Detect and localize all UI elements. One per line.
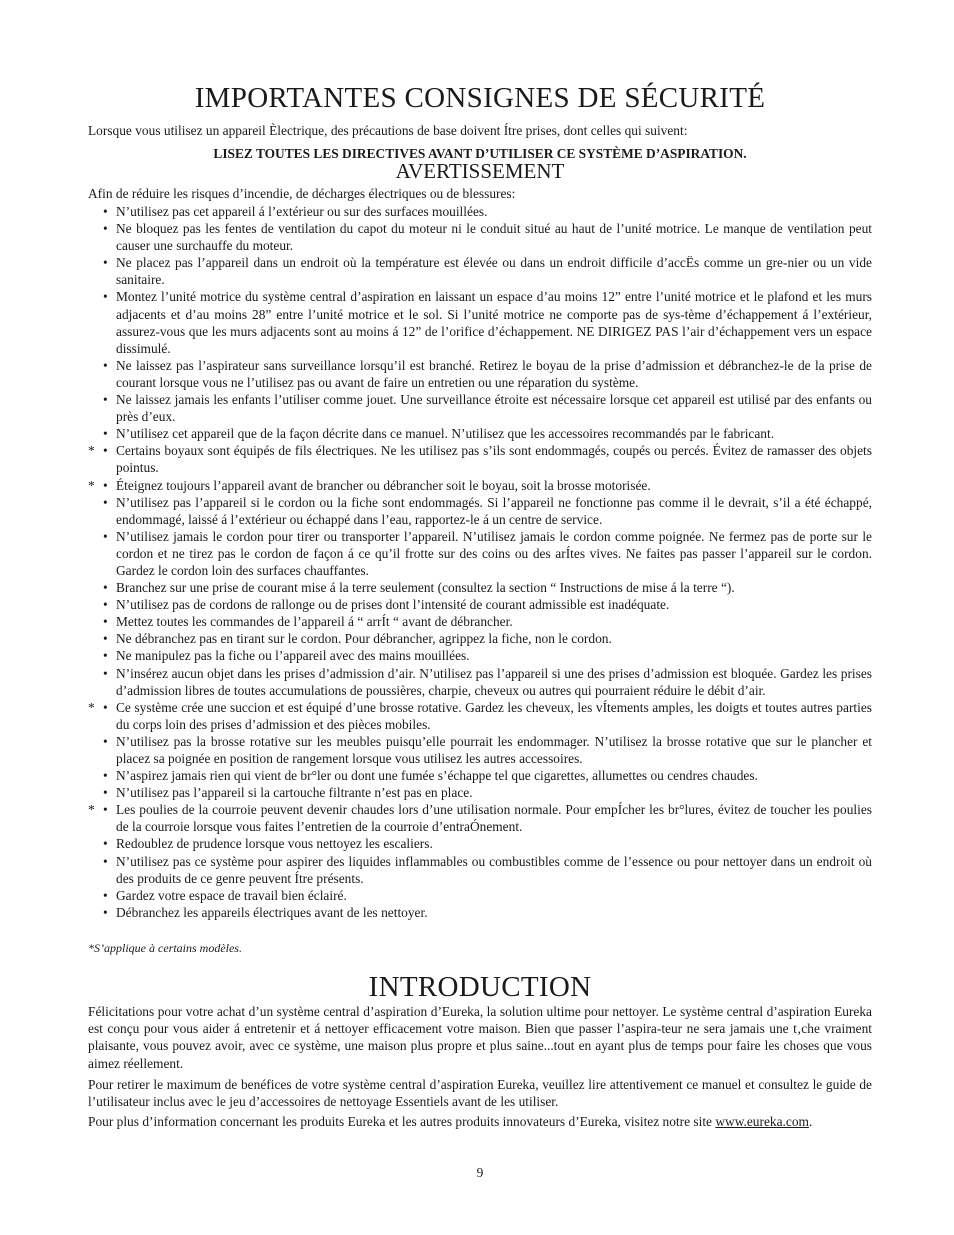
warning-item-text: Les poulies de la courroie peuvent devenir chaudes lors d’une utilisation normale. Pour empÍcher les br°lures, évitez de toucher les poulies de la courroie lorsque vous faites l’entretien de la courroie d’entraÓnement.: [116, 802, 872, 835]
bullet-marker: •: [103, 768, 108, 784]
intro-paragraph-3-text: Pour plus d’information concernant les produits Eureka et les autres produits innovateurs d’Eureka, visitez notre site: [88, 1114, 712, 1129]
bullet-marker: •: [103, 494, 108, 510]
warning-item: [88, 528, 872, 579]
bullet-marker: •: [103, 802, 108, 818]
intro-paragraph-3: [88, 1113, 872, 1130]
bullet-marker: •: [103, 853, 108, 869]
bullet-marker: •: [103, 887, 108, 903]
bullet-marker: •: [103, 631, 108, 647]
warning-item: [88, 733, 872, 767]
bullet-marker: •: [103, 426, 108, 442]
eureka-website-link[interactable]: www.eureka.com: [715, 1114, 809, 1129]
warning-item: [88, 665, 872, 699]
warning-item-text: Certains boyaux sont équipés de fils électriques. Ne les utilisez pas s’ils sont endommagés, coupés ou percés. Évitez de ramasser des objets pointus.: [116, 443, 872, 476]
warning-item: [88, 596, 872, 613]
warning-item-text: Éteignez toujours l’appareil avant de brancher ou débrancher soit le boyau, soit la brosse motorisée.: [116, 477, 651, 493]
bullet-marker: •: [103, 289, 108, 305]
warning-item: [88, 288, 872, 356]
bullet-marker: •: [103, 648, 108, 664]
warning-item-text: N’utilisez cet appareil que de la façon décrite dans ce manuel. N’utilisez que les accessoires recommandés par le fabricant.: [116, 426, 775, 442]
warning-item: [88, 801, 872, 835]
warning-item: [88, 494, 872, 528]
warning-item-text: Gardez votre espace de travail bien éclairé.: [116, 887, 347, 903]
applies-some-models-marker: *: [88, 699, 95, 715]
risk-intro: Afin de réduire les risques d’incendie, de décharges électriques ou de blessures:: [88, 186, 516, 201]
warning-item: [88, 630, 872, 647]
bullet-marker: •: [103, 221, 108, 237]
warning-item: [88, 904, 872, 921]
warning-item: [88, 254, 872, 288]
warning-item: [88, 579, 872, 596]
bullet-marker: •: [103, 597, 108, 613]
warning-item-text: Ne laissez jamais les enfants l’utiliser comme jouet. Une surveillance étroite est nécessaire lorsque cet appareil est utilisé par des enfants ou près d’eux.: [116, 392, 872, 425]
warning-item: [88, 442, 872, 476]
warning-item: [88, 699, 872, 733]
bullet-marker: •: [103, 904, 108, 920]
warning-item-text: Ce système crée une succion et est équipé d’une brosse rotative. Gardez les cheveux, les vÍtements amples, les doigts et toutes autres parties du corps loin des prises d’admission et des pièces mobiles.: [116, 699, 872, 732]
warning-item: [88, 613, 872, 630]
intro-paragraph-3-end: .: [808, 1114, 813, 1129]
bullet-marker: •: [103, 665, 108, 681]
warning-item-text: N’utilisez jamais le cordon pour tirer ou transporter l’appareil. N’utilisez jamais le cordon comme poignée. Ne fermez pas de porte sur le cordon et ne tirez pas le cordon de façon á ce qu’il frotte sur des coins ou des arÍtes vives. Ne faites pas passer l’appareil sur le cordon. Gardez le cordon loin des surfaces chauffantes.: [116, 528, 872, 578]
intro-paragraph-2: Pour retirer le maximum de benéfices de votre système central d’aspiration Eureka, veuillez lire attentivement ce manuel et consultez le guide de l’utilisateur inclus avec le jeu d’accessoires de nettoyage Essentiels avant de les utiliser.: [88, 1077, 872, 1110]
warning-item-text: N’utilisez pas l’appareil si la cartouche filtrante n’est pas en place.: [116, 785, 473, 801]
warning-item-text: Débranchez les appareils électriques avant de les nettoyer.: [116, 904, 428, 920]
applies-some-models-marker: *: [88, 477, 95, 493]
bullet-marker: •: [103, 836, 108, 852]
warning-item-text: N’utilisez pas l’appareil si le cordon ou la fiche sont endommagés. Si l’appareil ne fonctionne pas comme il le devrait, s’il a été échappé, endommagé, laissé á l’extérieur ou échappé dans l’eau, rapportez-le á un centre de service.: [116, 494, 872, 527]
bullet-marker: •: [103, 699, 108, 715]
warning-list: [88, 203, 872, 921]
footnote: *S’applique à certains modèles.: [88, 941, 242, 955]
warning-item-text: Mettez toutes les commandes de l’appareil á “ arrÍt “ avant de débrancher.: [116, 614, 513, 630]
page-number: 9: [476, 1165, 484, 1180]
warning-item-text: N’utilisez pas cet appareil á l’extérieur ou sur des surfaces mouillées.: [116, 204, 488, 219]
directive-line: LISEZ TOUTES LES DIRECTIVES AVANT D’UTILISER CE SYSTÈME D’ASPIRATION.: [213, 146, 747, 161]
warning-item: [88, 853, 872, 887]
warning-item-text: Montez l’unité motrice du système central d’aspiration en laissant un espace d’au moins 12” entre l’unité motrice et le plafond et les murs adjacents et d’au moins 28” entre l’unité motrice et le sol. Si l’unité motrice ne comporte pas de sys-tème d’échappement á l’extérieur, assurez-vous que les murs adjacents sont au moins á 12” de l’orifice d’échappement. NE DIRIGEZ PAS l’air d’échappement vers un espace dissimulé.: [116, 289, 872, 356]
warning-item: [88, 391, 872, 425]
bullet-marker: •: [103, 580, 108, 596]
safety-intro: Lorsque vous utilisez un appareil Èlectrique, des précautions de base doivent Ítre prises, dont celles qui suivent:: [88, 123, 688, 138]
bullet-marker: •: [103, 733, 108, 749]
bullet-marker: •: [103, 614, 108, 630]
warning-item: [88, 477, 872, 494]
warning-item-text: Branchez sur une prise de courant mise á la terre seulement (consultez la section “ Instructions de mise á la terre “).: [116, 580, 735, 596]
warning-item: [88, 425, 872, 442]
warning-item: [88, 203, 872, 220]
applies-some-models-marker: *: [88, 443, 95, 459]
warning-item-text: N’utilisez pas de cordons de rallonge ou de prises dont l’intensité de courant admissible est inadéquate.: [116, 597, 670, 613]
bullet-marker: •: [103, 357, 108, 373]
warning-item-text: N’utilisez pas la brosse rotative sur les meubles puisqu’elle pourrait les endommager. N’utilisez la brosse rotative que sur le plancher et placez sa poignée en position de rangement lorsque vous utilisez les autres accessoires.: [116, 733, 872, 766]
warning-item: [88, 357, 872, 391]
warning-item-text: Ne manipulez pas la fiche ou l’appareil avec des mains mouillées.: [116, 648, 470, 664]
warning-item: [88, 784, 872, 801]
warning-item-text: N’utilisez pas ce système pour aspirer des liquides inflammables ou combustibles comme de l’essence ou pour nettoyer dans un endroit où des produits de ce genre peuvent Ítre présents.: [116, 853, 872, 886]
warning-item: [88, 835, 872, 852]
warning-item-text: Ne placez pas l’appareil dans un endroit où la température est élevée ou dans un endroit difficile d’accËs comme un gre-nier ou un vide sanitaire.: [116, 255, 872, 288]
warning-heading: AVERTISSEMENT: [395, 159, 565, 183]
bullet-marker: •: [103, 785, 108, 801]
introduction-title: INTRODUCTION: [368, 971, 592, 1003]
warning-item-text: Ne débranchez pas en tirant sur le cordon. Pour débrancher, agrippez la fiche, non le cordon.: [116, 631, 612, 647]
bullet-marker: •: [103, 477, 108, 493]
warning-item: [88, 220, 872, 254]
applies-some-models-marker: *: [88, 802, 95, 818]
bullet-marker: •: [103, 392, 108, 408]
bullet-marker: •: [103, 204, 108, 219]
warning-item-text: Ne laissez pas l’aspirateur sans surveillance lorsqu’il est branché. Retirez le boyau de la prise d’admission et débranchez-le de la prise de courant lorsque vous ne l’utilisez pas ou avant de faire un entretien ou une réparation du système.: [116, 357, 872, 390]
warning-item: [88, 887, 872, 904]
bullet-marker: •: [103, 255, 108, 271]
bullet-marker: •: [103, 443, 108, 459]
intro-paragraph-1: Félicitations pour votre achat d’un système central d’aspiration d’Eureka, la solution ultime pour nettoyer. Le système central d’aspiration Eureka est conçu pour vous aider á entretenir et á nettoyer efficacement votre maison. Bien que passer l’aspira-teur ne sera jamais une t‚che vraiment plaisante, vous pouvez avoir, avec ce système, une maison plus propre et plus saine...tout en ayant plus de temps pour faire les choses que vous aimez réellement.: [88, 1004, 872, 1071]
warning-item: [88, 647, 872, 664]
safety-title: IMPORTANTES CONSIGNES DE SÉCURITÉ: [194, 82, 766, 114]
warning-item-text: Redoublez de prudence lorsque vous nettoyez les escaliers.: [116, 836, 433, 852]
warning-item-text: N’aspirez jamais rien qui vient de br°ler ou dont une fumée s’échappe tel que cigarettes, allumettes ou cendres chaudes.: [116, 768, 758, 784]
bullet-marker: •: [103, 528, 108, 544]
warning-item-text: Ne bloquez pas les fentes de ventilation du capot du moteur ni le conduit situé au haut de l’unité motrice. Le manque de ventilation peut causer une surchauffe du moteur.: [116, 221, 872, 254]
warning-item: [88, 767, 872, 784]
warning-item-text: N’insérez aucun objet dans les prises d’admission d’air. N’utilisez pas l’appareil si une des prises d’admission est bloquée. Gardez les prises d’admission libres de toutes accumulations de poussières, charpie, cheveux ou autres qui pourraient réduire le débit d’air.: [116, 665, 872, 698]
